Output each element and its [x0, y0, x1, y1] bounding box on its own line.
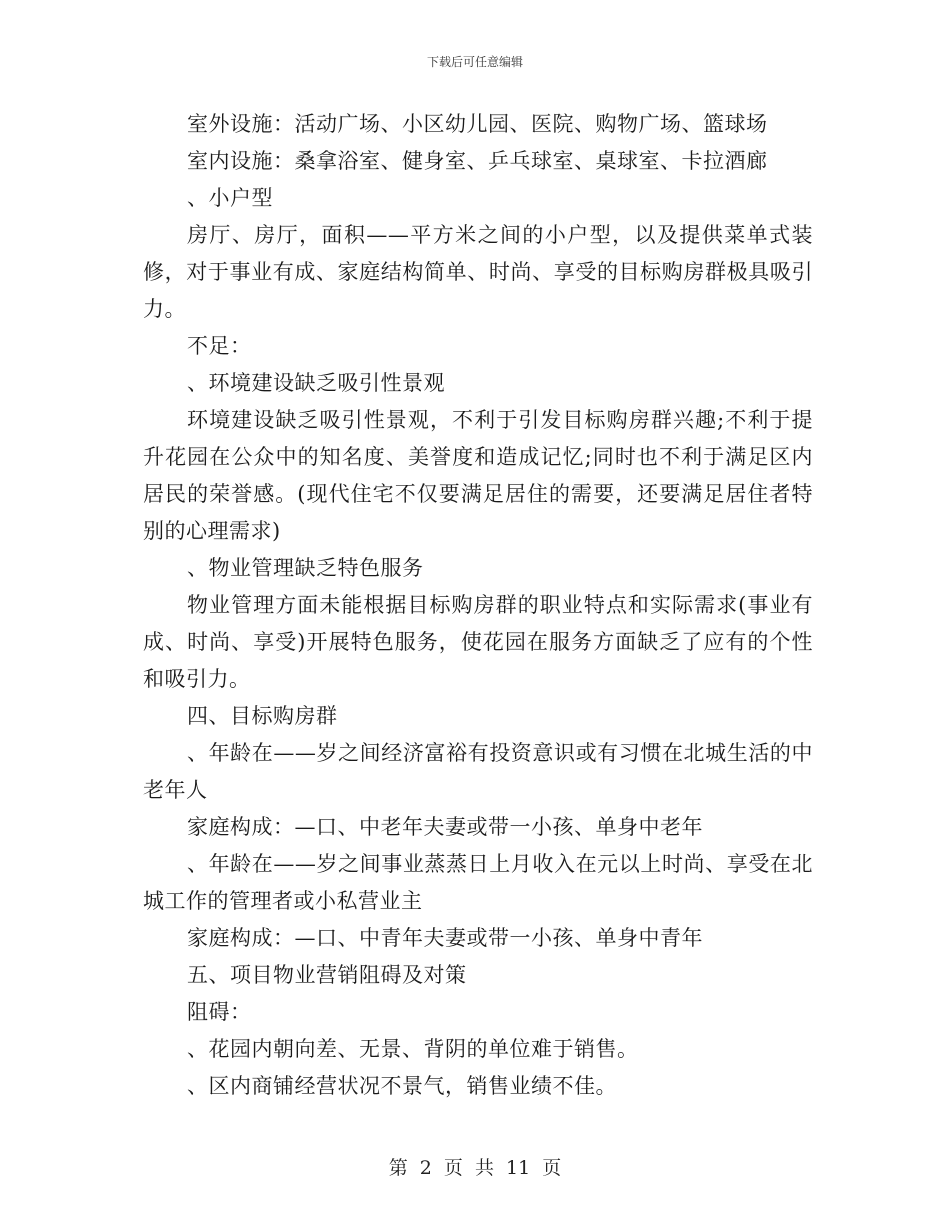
paragraph-buyers-young: 、年龄在——岁之间事业蒸蒸日上月收入在元以上时尚、享受在北城工作的管理者或小私营业主	[143, 852, 813, 913]
heading-target-buyers: 四、目标购房群	[187, 704, 338, 728]
page-header: 下载后可任意编辑	[426, 55, 523, 69]
heading-obstacles: 阻碍：	[187, 1000, 252, 1024]
paragraph-family-young: 家庭构成：—口、中青年夫妻或带一小孩、单身中青年	[187, 926, 703, 950]
paragraph-environment: 环境建设缺乏吸引性景观，不利于引发目标购房群兴趣;不利于提升花园在公众中的知名度、美誉度和造成记忆;同时也不利于满足区内居民的荣誉感。(现代住宅不仅要满足居住的需要，还要满足居住者特别的心理需求)	[143, 408, 813, 543]
paragraph-outdoor-facilities: 室外设施：活动广场、小区幼儿园、医院、购物广场、篮球场	[187, 112, 768, 136]
document-body	[143, 106, 813, 1105]
paragraph-property-management: 物业管理方面未能根据目标购房群的职业特点和实际需求(事业有成、时尚、享受)开展特色服务，使花园在服务方面缺乏了应有的个性和吸引力。	[143, 593, 813, 691]
paragraph-obstacle-shops: 、区内商铺经营状况不景气，销售业绩不佳。	[187, 1074, 617, 1098]
heading-property-management: 、物业管理缺乏特色服务	[187, 556, 424, 580]
heading-environment: 、环境建设缺乏吸引性景观	[187, 371, 445, 395]
paragraph-small-units: 房厅、房厅，面积——平方米之间的小户型，以及提供菜单式装修，对于事业有成、家庭结构简单、时尚、享受的目标购房群极具吸引力。	[143, 223, 813, 321]
paragraph-indoor-facilities: 室内设施：桑拿浴室、健身室、乒乓球室、桌球室、卡拉酒廊	[187, 149, 768, 173]
paragraph-obstacle-orientation: 、花园内朝向差、无景、背阴的单位难于销售。	[187, 1037, 639, 1061]
page-footer: 第 2 页 共 11 页	[388, 1157, 562, 1179]
heading-shortcomings: 不足：	[187, 334, 252, 358]
heading-small-units: 、小户型	[187, 186, 273, 210]
paragraph-family-elderly: 家庭构成：—口、中老年夫妻或带一小孩、单身中老年	[187, 815, 703, 839]
paragraph-buyers-elderly: 、年龄在——岁之间经济富裕有投资意识或有习惯在北城生活的中老年人	[143, 741, 813, 802]
heading-marketing-obstacles: 五、项目物业营销阻碍及对策	[187, 963, 467, 987]
